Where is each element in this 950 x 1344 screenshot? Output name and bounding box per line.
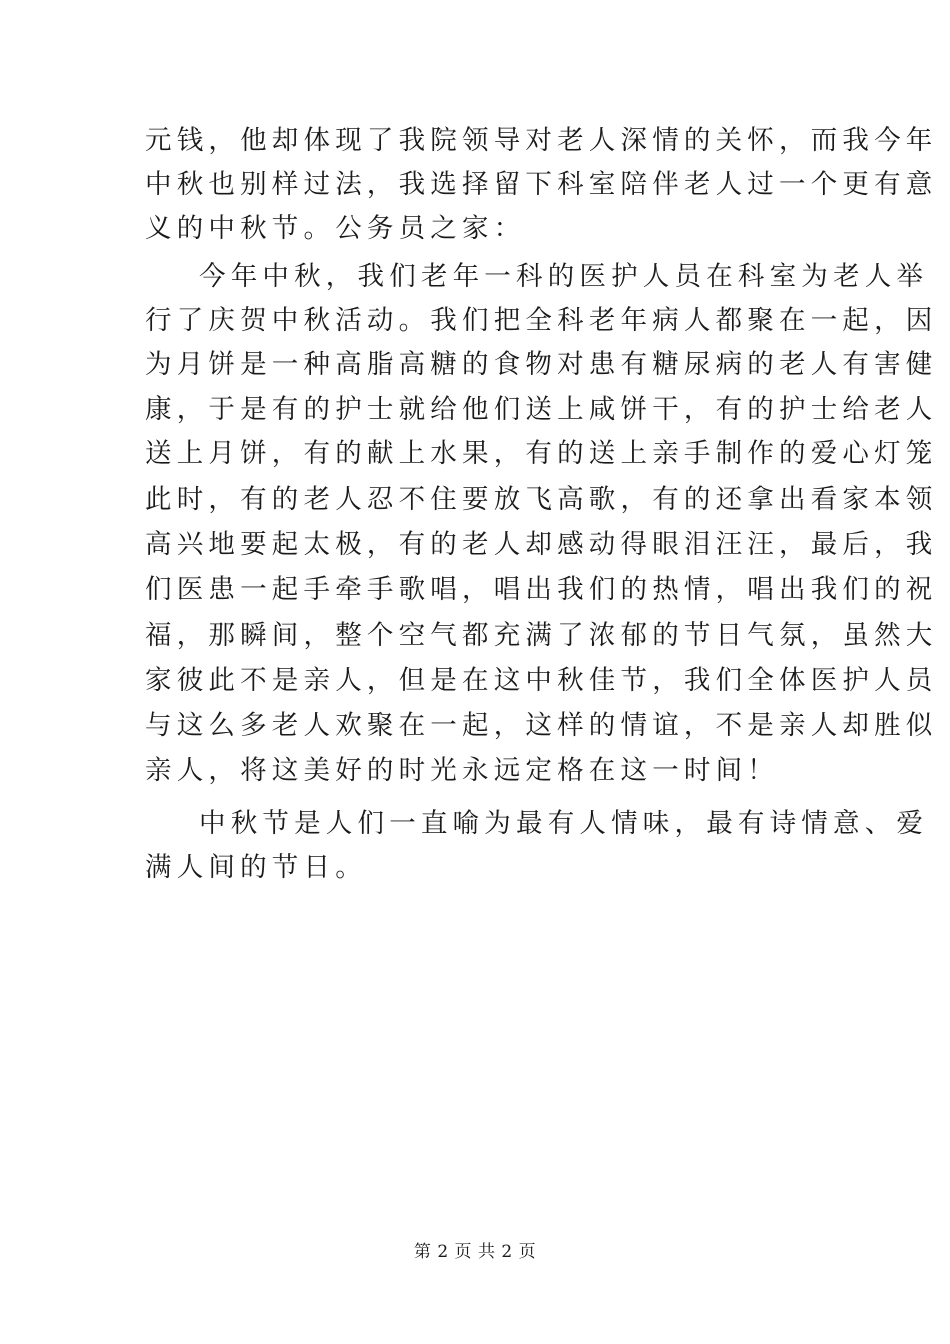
text-line: 高兴地要起太极，有的老人却感动得眼泪汪汪，最后，我 [145,529,938,560]
text-line: 亲人，将这美好的时光永远定格在这一时间！ [145,755,779,786]
text-line: 行了庆贺中秋活动。我们把全科老年病人都聚在一起，因 [145,305,938,336]
page-indicator: 第 2 页 共 2 页 [413,1242,537,1262]
text-line: 与这么多老人欢聚在一起，这样的情谊，不是亲人却胜似 [145,710,938,741]
text-line: 康，于是有的护士就给他们送上咸饼干，有的护士给老人 [145,394,938,425]
text-line: 满人间的节日。 [145,852,367,883]
text-line: 元钱，他却体现了我院领导对老人深情的关怀，而我今年 [145,125,938,156]
paragraph-first-line: 中秋节是人们一直喻为最有人情味，最有诗情意、爱 [199,808,929,839]
text-line: 中秋也别样过法，我选择留下科室陪伴老人过一个更有意 [145,169,938,200]
text-line: 此时，有的老人忍不住要放飞高歌，有的还拿出看家本领 [145,484,938,515]
text-line: 为月饼是一种高脂高糖的食物对患有糖尿病的老人有害健 [145,349,938,380]
paragraph-first-line: 今年中秋，我们老年一科的医护人员在科室为老人举 [199,261,929,292]
text-line: 们医患一起手牵手歌唱，唱出我们的热情，唱出我们的祝 [145,574,938,605]
text-line: 义的中秋节。公务员之家： [145,213,526,244]
text-line: 送上月饼，有的献上水果，有的送上亲手制作的爱心灯笼 [145,438,938,469]
text-line: 家彼此不是亲人，但是在这中秋佳节，我们全体医护人员 [145,665,938,696]
text-line: 福，那瞬间，整个空气都充满了浓郁的节日气氛，虽然大 [145,620,938,651]
